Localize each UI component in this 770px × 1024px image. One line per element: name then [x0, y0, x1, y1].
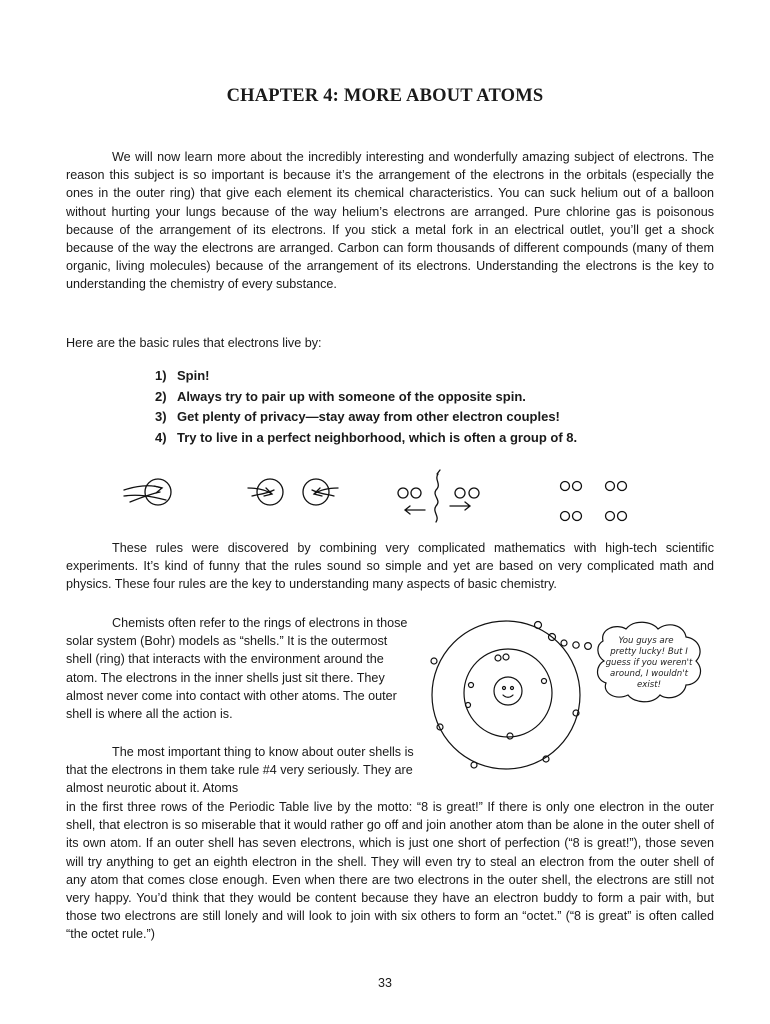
page-number: 33: [378, 976, 392, 990]
rule-item: 4) Try to live in a perfect neighborhood, which is often a group of 8.: [155, 429, 578, 445]
paragraph-shells: Chemists often refer to the rings of electrons in those solar system (Bohr) models as “shells.” It is the outermost shell (ring) that interacts with the environment around the atom. The electrons in the inner shells just sit there. They almost never come into contact with other atoms. The outer shell is where all the action is.: [66, 616, 408, 722]
opposite-spin-pair-drawing: [248, 479, 338, 505]
rule-item: 3) Get plenty of privacy—stay away from other electron couples!: [155, 409, 560, 424]
thought-bubble-text: [606, 636, 693, 690]
paragraph-octet-rule: in the first three rows of the Periodic Table live by the motto: “8 is great!” If there is only one electron in the outer shell, that electron is so miserable that it would rather go off and join another atom than be alone in the outer shell of its own atom. If an outer shell has seven electrons, which is just one short of perfection (“8 is great!”), those seven will try anything to get an eighth electron in the shell. They will even try to steal an electron from the outer shell of any atom that comes close enough. Even when there are two electrons in the outer shell, the electrons are still not very happy. You’d think that they would be content because they have an electron buddy to form a pair with, but those two electrons are still lonely and will look to join with six others to form an “octet.” (“8 is great” is often called “the octet rule.”): [66, 800, 714, 942]
paragraph-outer-shells-start: The most important thing to know about outer shells is that the electrons in them take rule #4 very seriously. They are almost neurotic about it. Atoms: [66, 745, 414, 796]
svg-text:guess if you weren't: guess if you weren't: [605, 658, 693, 668]
svg-text:around, I wouldn't: around, I wouldn't: [610, 669, 688, 679]
outer-shell-ring: [432, 621, 580, 769]
bohr-atom-cartoon: [420, 615, 720, 775]
nucleus-drawing: [494, 677, 522, 705]
rule-item: 1) Spin!: [155, 368, 210, 383]
rule-item: 2) Always try to pair up with someone of the opposite spin.: [155, 388, 526, 404]
svg-text:You guys are: You guys are: [618, 636, 674, 646]
spinning-electron-drawing: [124, 479, 171, 505]
rules-intro: Here are the basic rules that electrons live by:: [66, 336, 322, 350]
svg-text:pretty lucky! But I: pretty lucky! But I: [610, 647, 688, 657]
octet-drawing: [561, 482, 627, 521]
rules-illustrations: [110, 466, 650, 528]
electron-rules-list: [155, 366, 577, 448]
electron-couples-privacy-drawing: [398, 470, 479, 522]
paragraph-rules-origin: These rules were discovered by combining very complicated mathematics with high-tech scientific experiments. It’s kind of funny that the rules sound so simple and yet are based on very complicated math and physics. These four rules are the key to understanding many aspects of basic chemistry.: [66, 541, 714, 592]
paragraph-electrons-intro: We will now learn more about the incredibly interesting and wonderfully amazing subject of electrons. The reason this subject is so important is because it’s the arrangement of the electrons in the orbitals (especially the ones in the outer ring) that give each element its chemical characteristics. You can suck helium out of a balloon without hurting your lungs because of the way helium’s electrons are arranged. Pure chlorine gas is poisonous because of the arrangement of its electrons. If you stick a metal fork in an electrical outlet, you’ll get a shock because of the way the electrons are arranged. Carbon can form thousands of different compounds (many of them organic, living molecules) because of the arrangement of its electrons. Understanding the electrons is the key to understanding the chemistry of every substance.: [66, 150, 714, 292]
middle-shell-ring: [464, 649, 552, 737]
chapter-title: CHAPTER 4: MORE ABOUT ATOMS: [226, 86, 544, 106]
svg-text:exist!: exist!: [636, 680, 662, 690]
